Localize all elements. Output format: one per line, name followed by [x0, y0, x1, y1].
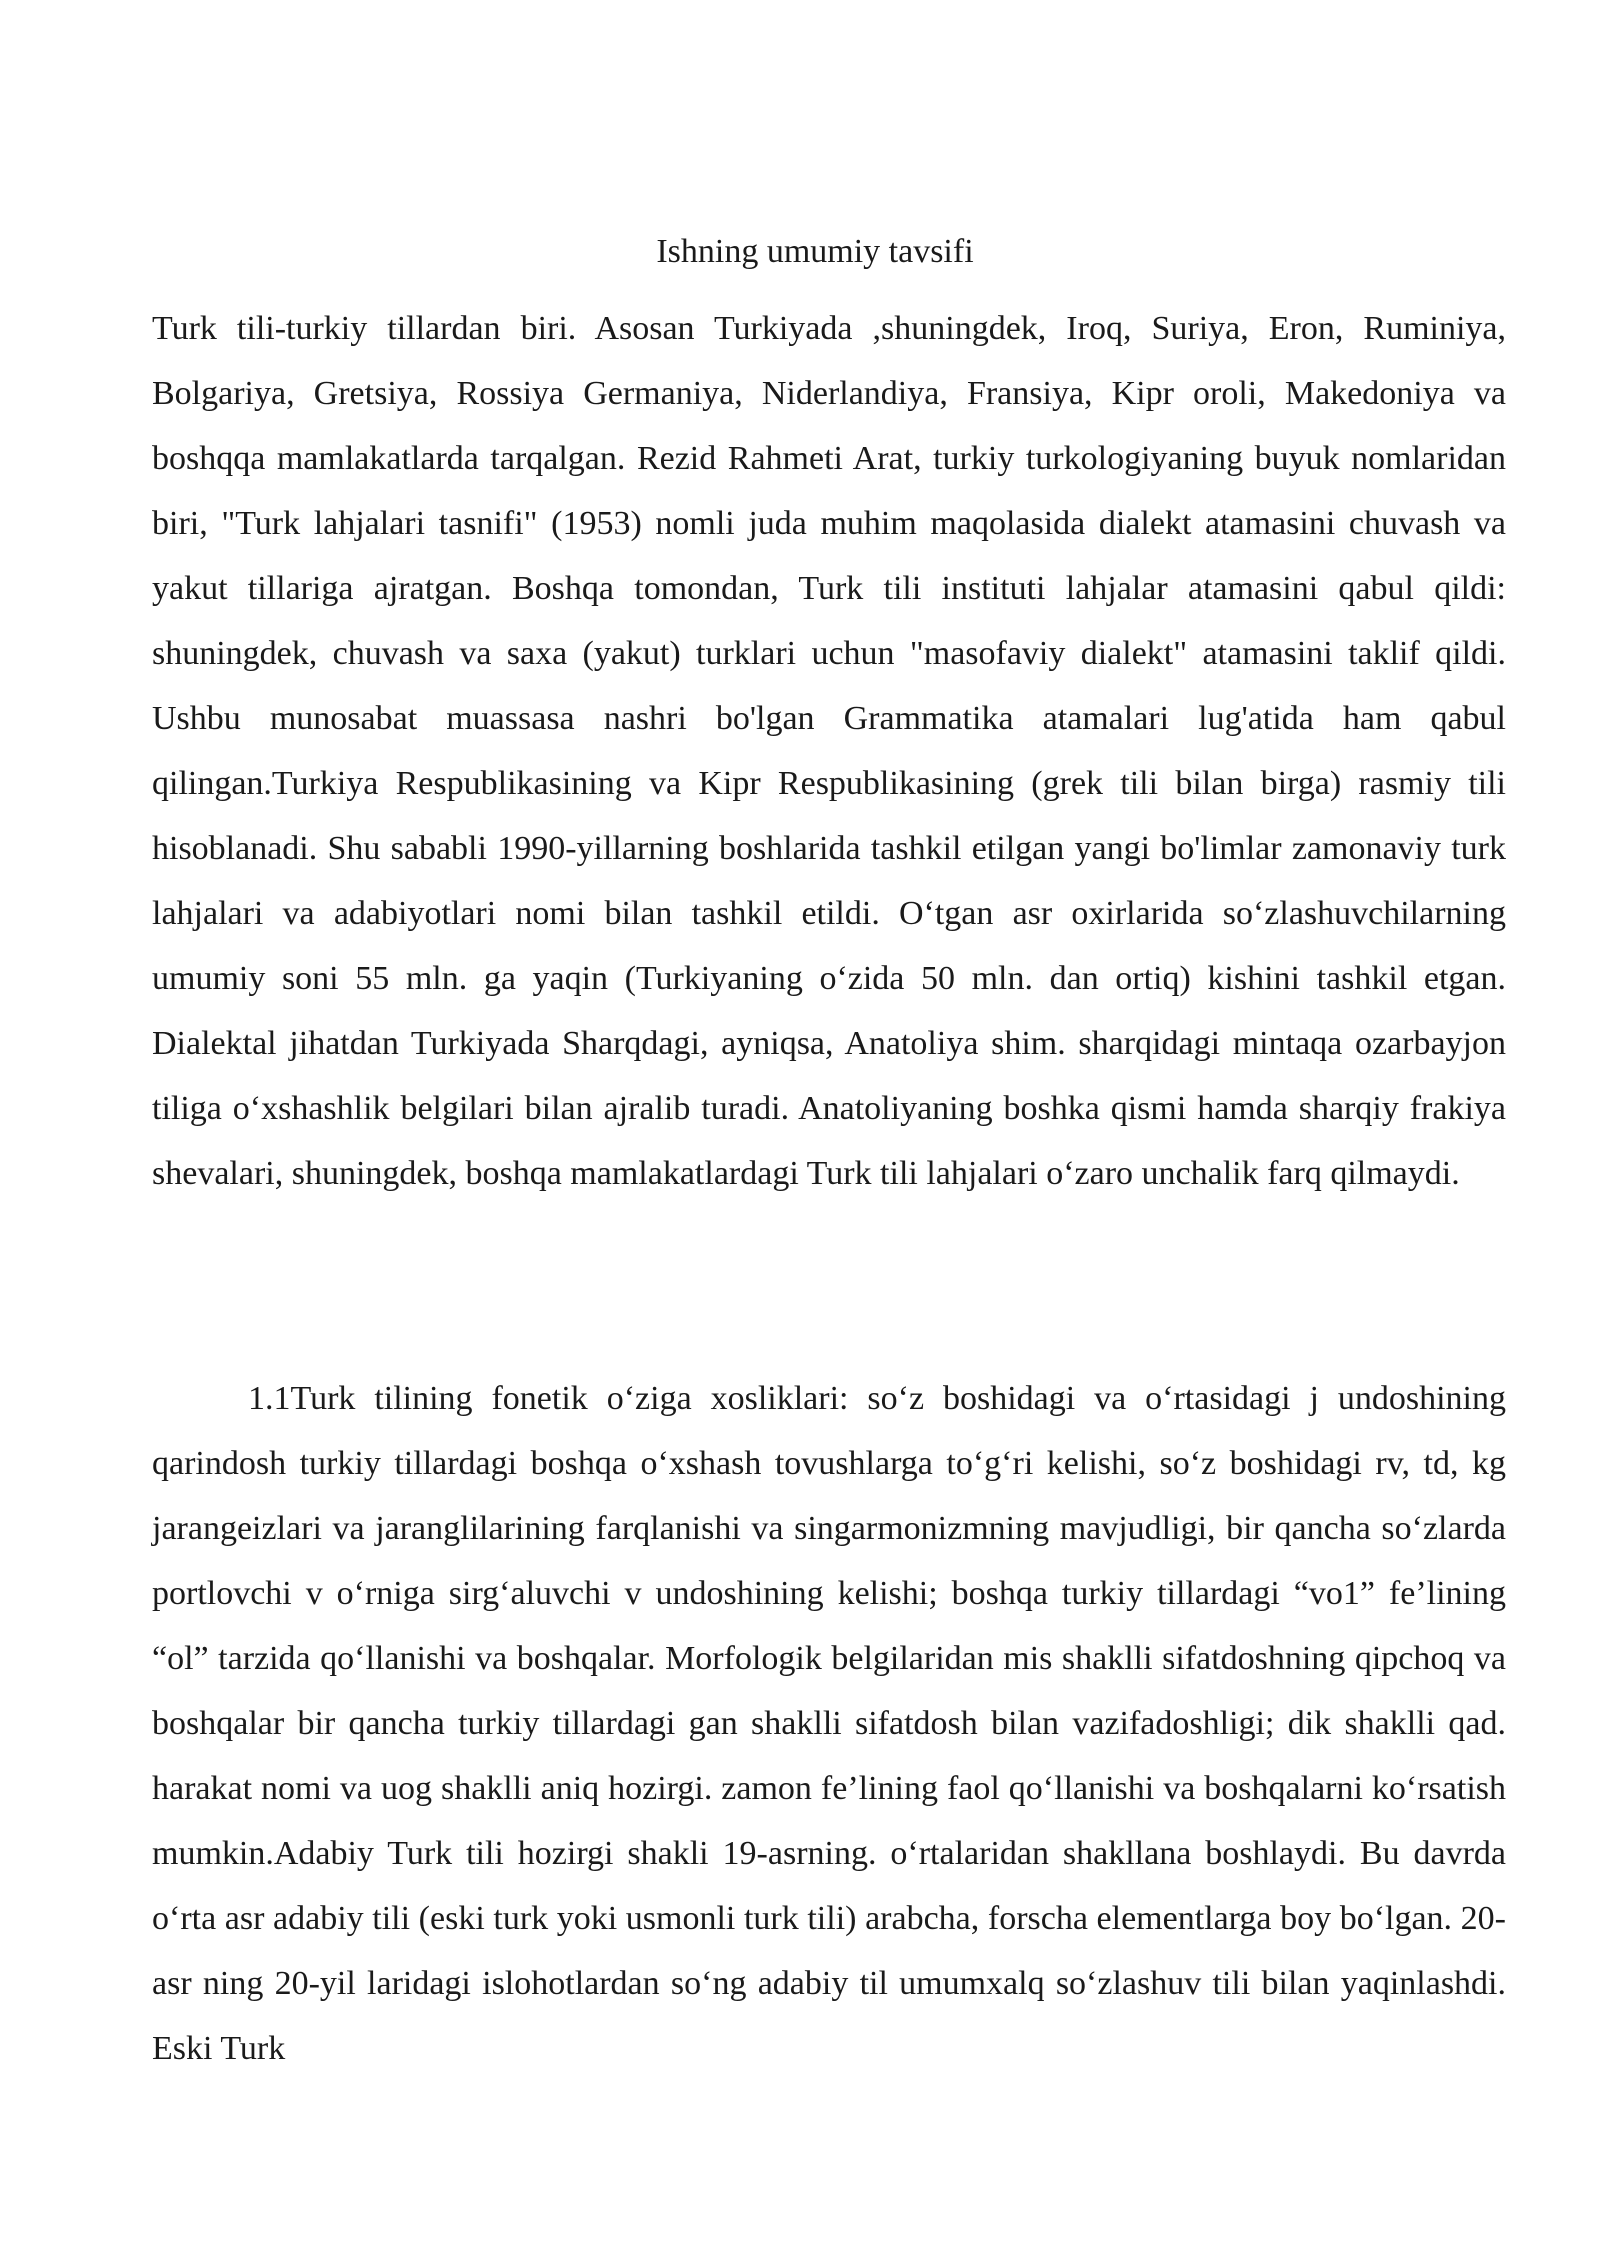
page-title: Ishning umumiy tavsifi [656, 233, 974, 270]
paragraph-phonetic-features: 1.1Turk tilining fonetik o‘ziga xosliklari: so‘z boshidagi va o‘rtasidagi j undoshining qarindosh turkiy tillardagi boshqa o‘xshash tovushlarga to‘g‘ri kelishi, so‘z boshidagi rv, td, kg jarangeizlari va jaranglilarining farqlanishi va singarmonizmning mavjudligi, bir qancha so‘zlarda portlovchi v o‘rniga sirg‘aluvchi v undoshining kelishi; boshqa turkiy tillardagi “vo1” fe’lining “ol” tarzida qo‘llanishi va boshqalar. Morfologik belgilaridan mis shaklli sifatdoshning qipchoq va boshqalar bir qancha turkiy tillardagi gan shaklli sifatdosh bilan vazifadoshligi; dik shaklli qad. harakat nomi va uog shaklli aniq hozirgi. zamon fe’lining faol qo‘llanishi va boshqalarni ko‘rsatish mumkin.Adabiy Turk tili hozirgi shakli 19-asrning. o‘rtalaridan shakllana boshlaydi. Bu davrda o‘rta asr adabiy tili (eski turk yoki usmonli turk tili) arabcha, forscha elementlarga boy bo‘lgan. 20-asr ning 20-yil laridagi islohotlardan so‘ng adabiy til umumxalq so‘zlashuv tili bilan yaqinlashdi. Eski Turk [152, 1380, 1506, 2067]
paragraph-general-description: Turk tili-turkiy tillardan biri. Asosan Turkiyada ,shuningdek, Iroq, Suriya, Eron, Ruminiya, Bolgariya, Gretsiya, Rossiya Germaniya, Niderlandiya, Fransiya, Kipr oroli, Makedoniya va boshqqa mamlakatlarda tarqalgan. Rezid Rahmeti Arat, turkiy turkologiyaning buyuk nomlaridan biri, "Turk lahjalari tasnifi" (1953) nomli juda muhim maqolasida dialekt atamasini chuvash va yakut tillariga ajratgan. Boshqa tomondan, Turk tili instituti lahjalar atamasini qabul qildi: shuningdek, chuvash va saxa (yakut) turklari uchun "masofaviy dialekt" atamasini taklif qildi. Ushbu munosabat muassasa nashri bo'lgan Grammatika atamalari lug'atida ham qabul qilingan.Turkiya Respublikasining va Kipr Respublikasining (grek tili bilan birga) rasmiy tili hisoblanadi. Shu sababli 1990-yillarning boshlarida tashkil etilgan yangi bo'limlar zamonaviy turk lahjalari va adabiyotlari nomi bilan tashkil etildi. O‘tgan asr oxirlarida so‘zlashuvchilarning umumiy soni 55 mln. ga yaqin (Turkiyaning o‘zida 50 mln. dan ortiq) kishini tashkil etgan. Dialektal jihatdan Turkiyada Sharqdagi, ayniqsa, Anatoliya shim. sharqidagi mintaqa ozarbayjon tiliga o‘xshashlik belgilari bilan ajralib turadi. Anatoliyaning boshka qismi hamda sharqiy frakiya shevalari, shuningdek, boshqa mamlakatlardagi Turk tili lahjalari o‘zaro unchalik farq qilmaydi. [152, 310, 1506, 1192]
